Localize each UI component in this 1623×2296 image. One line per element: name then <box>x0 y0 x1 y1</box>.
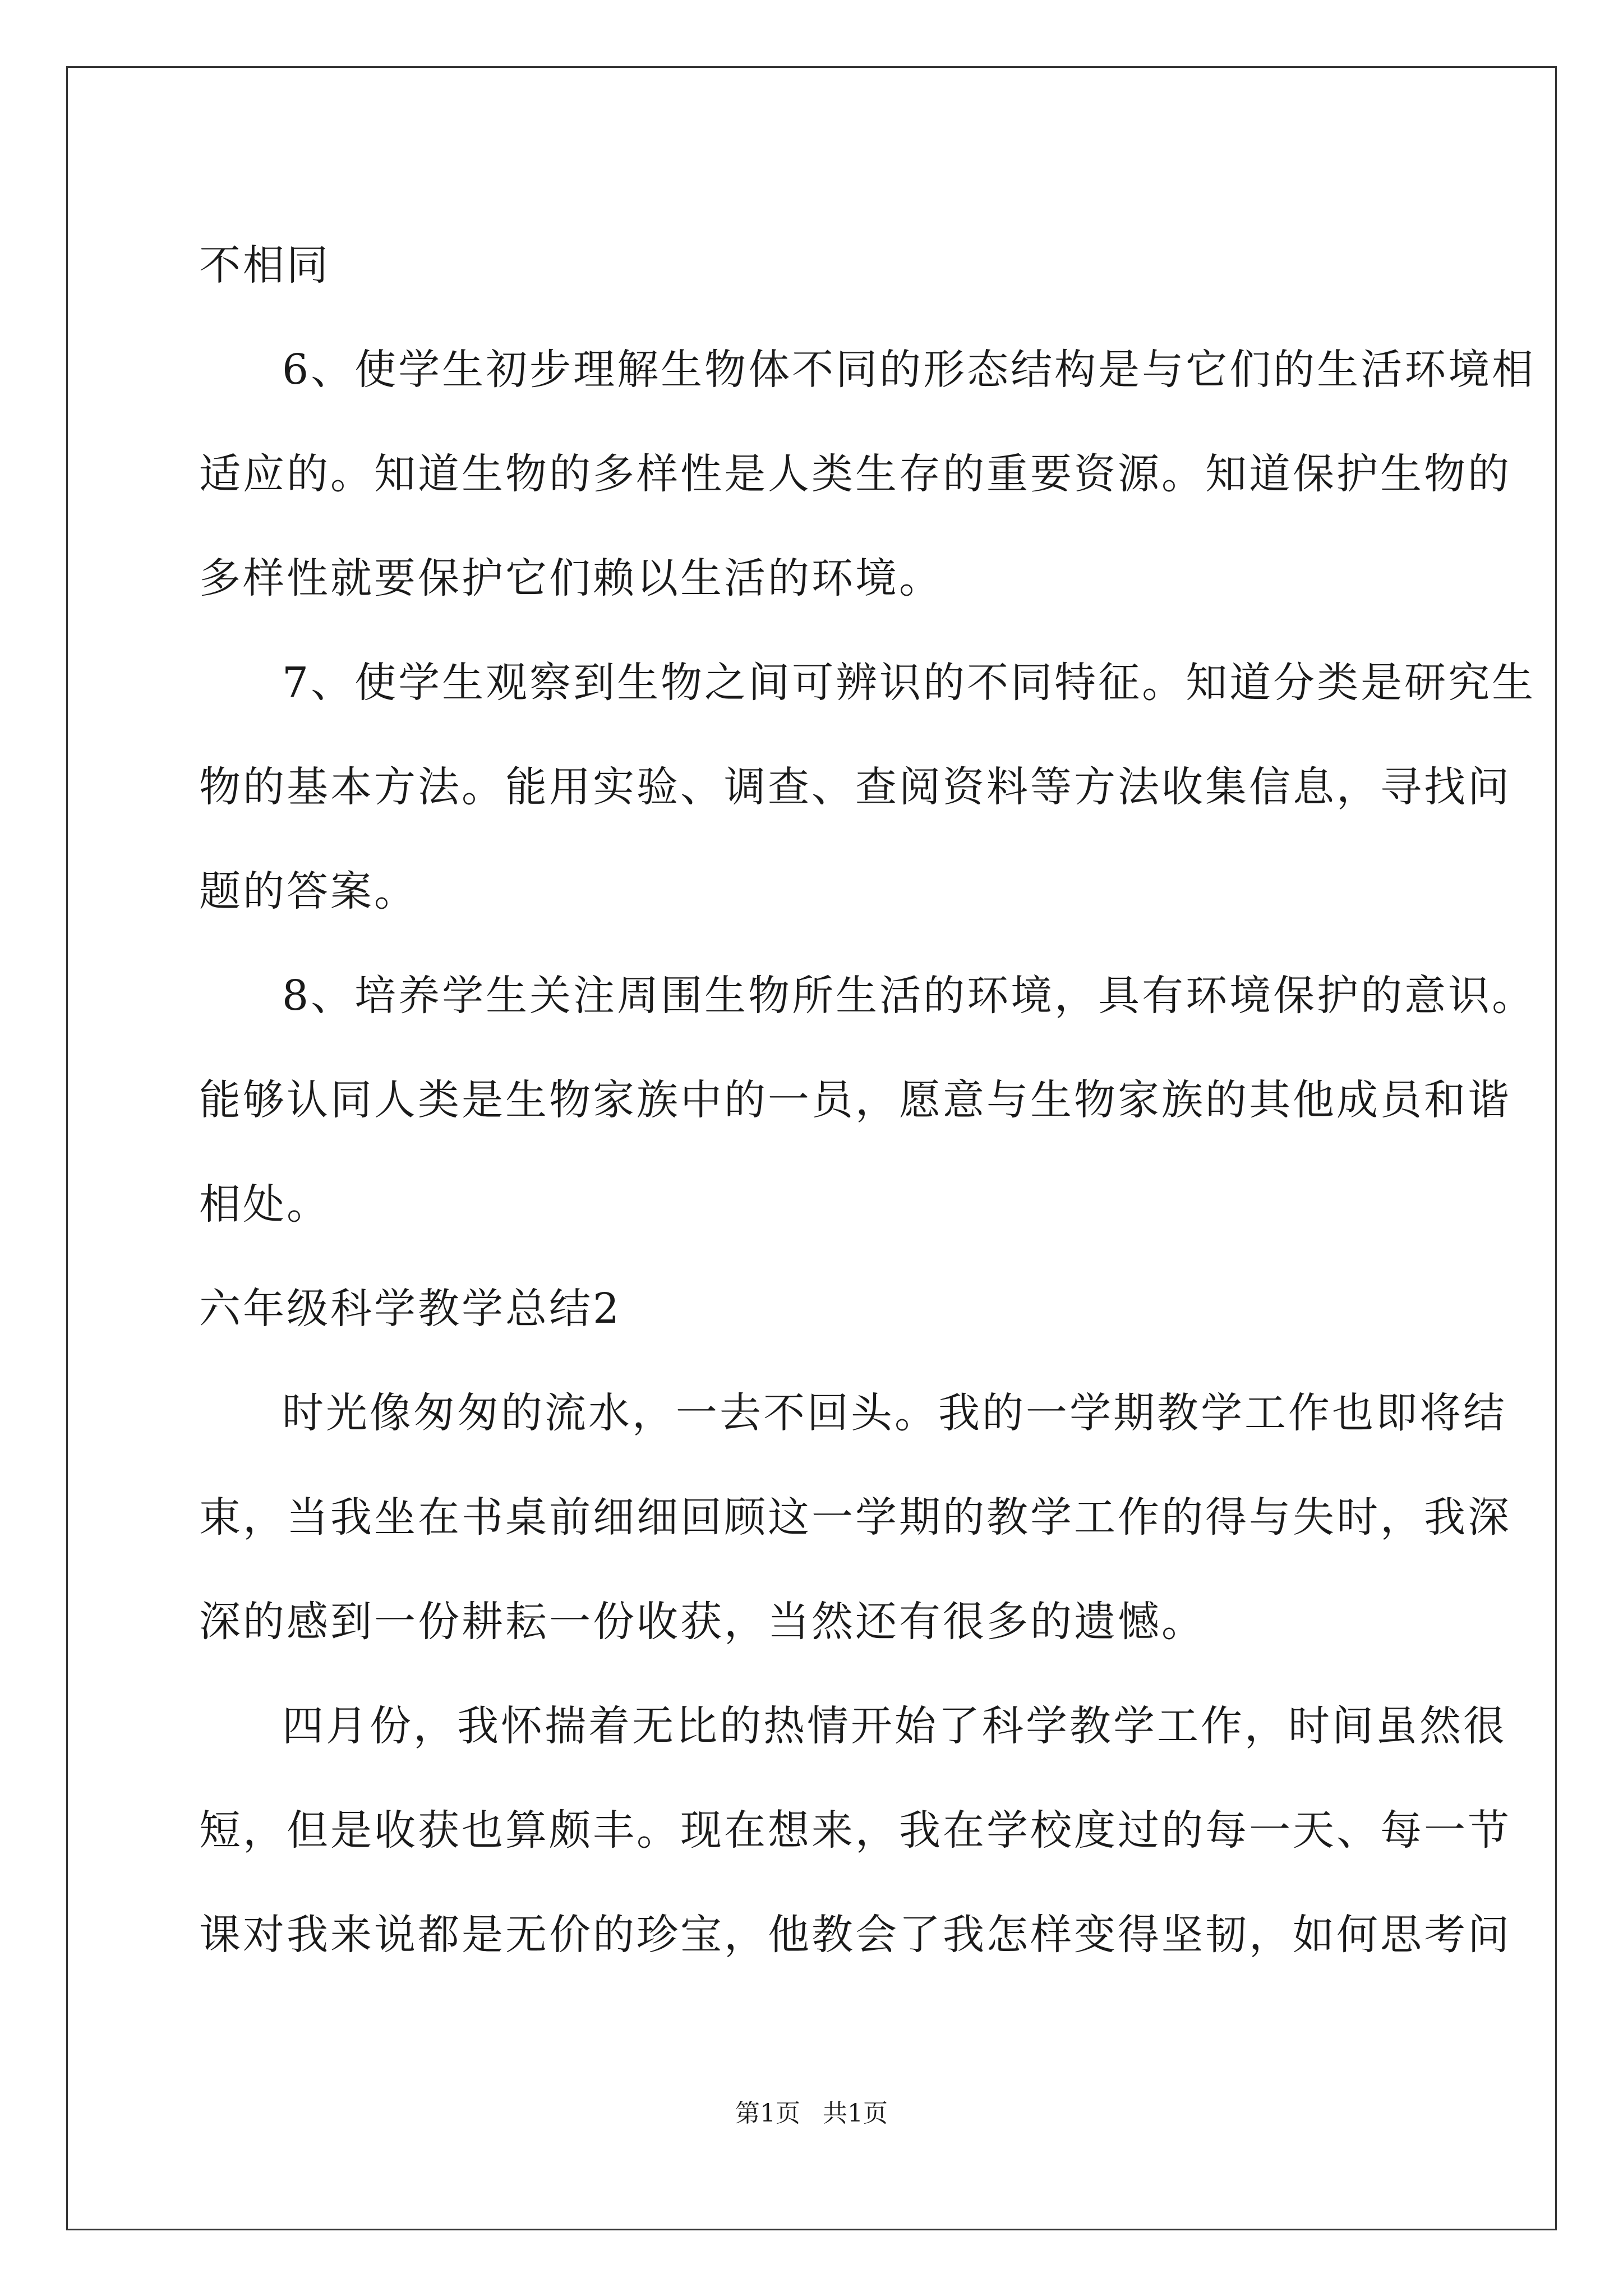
text-line: 8、培养学生关注周围生物所生活的环境，具有环境保护的意识。 <box>282 972 1536 1020</box>
document-body <box>199 213 1536 1987</box>
text-line: 不相同 <box>199 241 330 289</box>
page-number: 第1页 <box>735 2099 800 2128</box>
text-line: 四月份，我怀揣着无比的热情开始了科学教学工作，时间虽然很 <box>282 1702 1507 1750</box>
text-line: 时光像匆匆的流水，一去不回头。我的一学期教学工作也即将结 <box>282 1389 1507 1437</box>
text-line: 相处。 <box>199 1180 330 1228</box>
text-line: 物的基本方法。能用实验、调查、查阅资料等方法收集信息，寻找问 <box>199 763 1511 811</box>
text-line: 深的感到一份耕耘一份收获，当然还有很多的遗憾。 <box>199 1598 1205 1646</box>
page-footer <box>0 2097 1623 2131</box>
section-heading: 六年级科学教学总结2 <box>199 1285 622 1333</box>
text-line: 6、使学生初步理解生物体不同的形态结构是与它们的生活环境相 <box>282 346 1536 394</box>
text-line: 题的答案。 <box>199 867 418 915</box>
text-line: 束，当我坐在书桌前细细回顾这一学期的教学工作的得与失时，我深 <box>199 1493 1511 1542</box>
page-total: 共1页 <box>823 2099 888 2128</box>
text-line: 多样性就要保护它们赖以生活的环境。 <box>199 554 943 602</box>
text-line: 适应的。知道生物的多样性是人类生存的重要资源。知道保护生物的 <box>199 450 1511 498</box>
text-line: 短，但是收获也算颇丰。现在想来，我在学校度过的每一天、每一节 <box>199 1806 1511 1855</box>
text-line: 能够认同人类是生物家族中的一员，愿意与生物家族的其他成员和谐 <box>199 1076 1511 1124</box>
text-line: 课对我来说都是无价的珍宝，他教会了我怎样变得坚韧，如何思考问 <box>199 1911 1511 1959</box>
text-line: 7、使学生观察到生物之间可辨识的不同特征。知道分类是研究生 <box>282 659 1536 707</box>
